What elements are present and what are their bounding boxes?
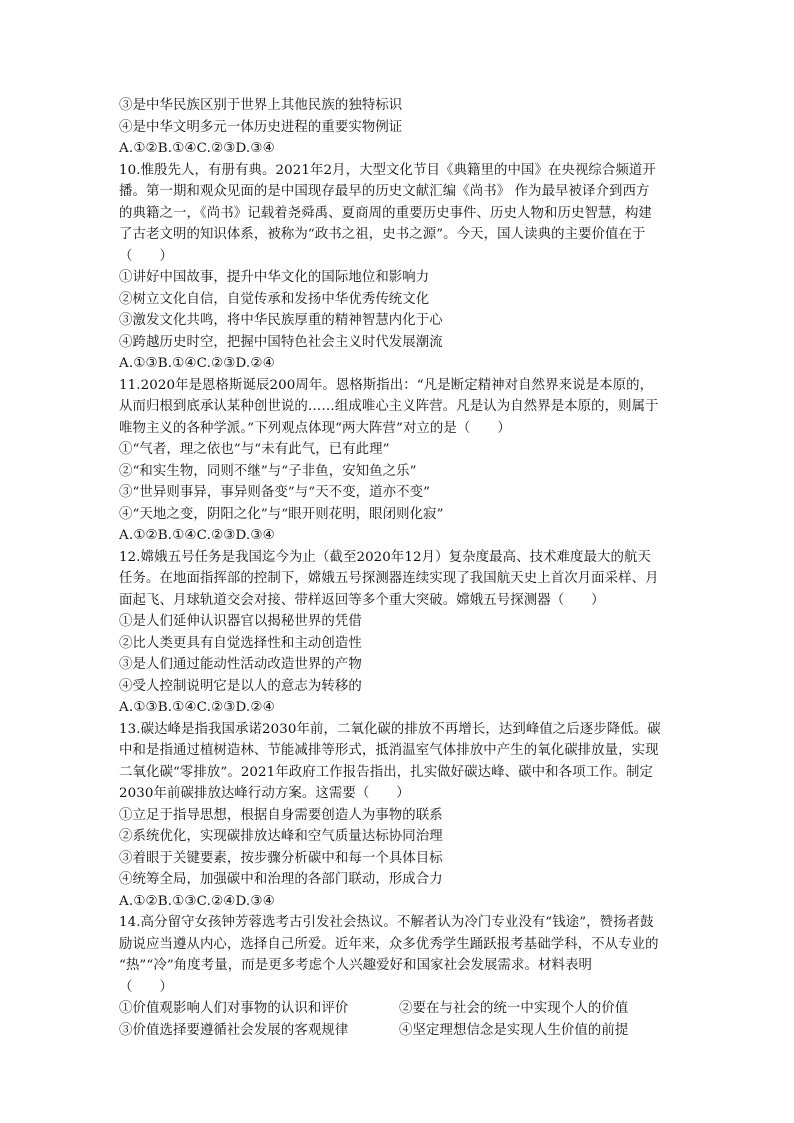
question-14 bbox=[119, 912, 679, 1041]
choice-line: ③是中华民族区别于世界上其他民族的独特标识 bbox=[119, 98, 403, 113]
question-stem-line: 从而归根到底承认某种创世说的……组成唯心主义阵营。凡是认为自然界是本原的，则属于 bbox=[119, 399, 659, 414]
choice-line: ③“世异则事异，事异则备变”与“天不变，道亦不变” bbox=[119, 485, 431, 500]
choice-row bbox=[119, 998, 679, 1020]
question-stem-line: 二氧化碳“零排放”。2021年政府工作报告指出，扎实做好碳达峰、碳中和各项工作。制定 bbox=[119, 764, 654, 780]
question-stem-line: （ ） bbox=[119, 248, 173, 264]
question-stem-line: 励说应当遵从内心，选择自己所爱。近年来，众多优秀学生踊跃报考基础学科，不从专业的 bbox=[119, 936, 659, 952]
question-stem-line: 了古老文明的知识体系，被称为“政书之祖，史书之源”。今天，国人读典的主要价值在于 bbox=[119, 227, 646, 242]
question-12 bbox=[119, 547, 679, 719]
choice-line: ②比人类更具有自觉选择性和主动创造性 bbox=[119, 635, 362, 651]
question-13 bbox=[119, 719, 679, 913]
answer-options: A.①③B.①④C.②③D.②④ bbox=[119, 700, 275, 715]
question-stem-line: 面起飞、月球轨道交会对接、带样返回等多个重大突破。嫦娥五号探测器（ ） bbox=[119, 592, 605, 608]
choice-line: ②要在与社会的统一中实现个人的价值 bbox=[399, 1001, 629, 1016]
choice-line: ②系统优化，实现碳排放达峰和空气质量达标协同治理 bbox=[119, 829, 443, 844]
choice-line: ③着眼于关键要素，按步骤分析碳中和每一个具体目标 bbox=[119, 850, 443, 866]
answer-options: A.①②B.①④C.②③D.③④ bbox=[119, 141, 275, 156]
question-stem-line: 13.碳达峰是指我国承诺2030年前，二氧化碳的排放不再增长，达到峰值之后逐步降低。碳 bbox=[119, 721, 661, 737]
question-stem-line: （ ） bbox=[119, 979, 173, 995]
question-11 bbox=[119, 375, 679, 547]
question-stem-line: 播。第一期和观众见面的是中国现存最早的历史文献汇编《尚书》 作为最早被译介到西方 bbox=[119, 184, 650, 199]
question-stem-line: 任务。在地面指挥部的控制下，嫦娥五号探测器连续实现了我国航天史上首次月面采样、月 bbox=[119, 571, 659, 586]
choice-line: ③是人们通过能动性活动改造世界的产物 bbox=[119, 657, 362, 672]
question-stem-line: 14.高分留守女孩钟芳蓉选考古引发社会热议。不解者认为冷门专业没有“钱途”，赞扬者鼓 bbox=[119, 915, 654, 930]
choice-line: ④统筹全局，加强碳中和治理的各部门联动，形成合力 bbox=[119, 872, 443, 887]
choice-line: ③激发文化共鸣，将中华民族厚重的精神智慧内化于心 bbox=[119, 313, 443, 328]
question-stem-line: 的典籍之一，《尚书》记载着尧舜禹、夏商周的重要历史事件、历史人物和历史智慧，构建 bbox=[119, 205, 652, 221]
choice-line: ①立足于指导思想，根据自身需要创造人为事物的联系 bbox=[119, 807, 443, 823]
answer-options: A.①②B.①④C.②③D.③④ bbox=[119, 528, 275, 543]
choice-line: ①价值观影响人们对事物的认识和评价 bbox=[119, 1001, 349, 1016]
choice-line: ④“天地之变，阴阳之化”与“眼开则花明，眼闭则化寂” bbox=[119, 506, 444, 522]
question-10 bbox=[119, 160, 679, 375]
answer-options: A.①②B.①③C.②④D.③④ bbox=[119, 893, 275, 909]
choice-line: ①是人们延伸认识器官以揭秘世界的凭借 bbox=[119, 614, 362, 629]
choice-line: ②树立文化自信，自觉传承和发扬中华优秀传统文化 bbox=[119, 291, 430, 307]
question-stem-line: “热”“冷”角度考量，而是更多考虑个人兴趣爱好和国家社会发展需求。材料表明 bbox=[119, 958, 592, 973]
question-stem-line: 10.惟殷先人，有册有典。2021年2月，大型文化节目《典籍里的中国》在央视综合频道开 bbox=[119, 162, 656, 178]
choice-line: ④是中华文明多元一体历史进程的重要实物例证 bbox=[119, 119, 403, 135]
choice-line: ②“和实生物，同则不继”与“子非鱼，安知鱼之乐” bbox=[119, 463, 417, 479]
choice-line: ④跨越历史时空，把握中国特色社会主义时代发展潮流 bbox=[119, 334, 443, 350]
choice-line: ①“气者，理之依也”与“未有此气，已有此理” bbox=[119, 442, 390, 457]
previous-question-tail bbox=[119, 95, 679, 160]
question-stem-line: 唯物主义的各种学派。”下列观点体现“两大阵营”对立的是（ ） bbox=[119, 420, 511, 436]
answer-options: A.①③B.①④C.②③D.②④ bbox=[119, 356, 275, 371]
choice-line: ③价值选择要遵循社会发展的客观规律 bbox=[119, 1022, 349, 1038]
choice-line: ④受人控制说明它是以人的意志为转移的 bbox=[119, 678, 362, 694]
choice-line: ④坚定理想信念是实现人生价值的前提 bbox=[399, 1022, 629, 1038]
choice-line: ①讲好中国故事，提升中华文化的国际地位和影响力 bbox=[119, 270, 430, 285]
exam-page bbox=[119, 95, 679, 1041]
question-stem-line: 2030年前碳排放达峰行动方案。这需要（ ） bbox=[119, 786, 410, 801]
question-stem-line: 11.2020年是恩格斯诞辰200周年。恩格斯指出：“凡是断定精神对自然界来说是本原的， bbox=[119, 377, 654, 393]
choice-row bbox=[119, 1020, 679, 1042]
question-stem-line: 12.嫦娥五号任务是我国迄今为止（截至2020年12月）复杂度最高、技术难度最大的航天 bbox=[119, 549, 651, 565]
question-stem-line: 中和是指通过植树造林、节能减排等形式，抵消温室气体排放中产生的氧化碳排放量，实现 bbox=[119, 743, 659, 758]
